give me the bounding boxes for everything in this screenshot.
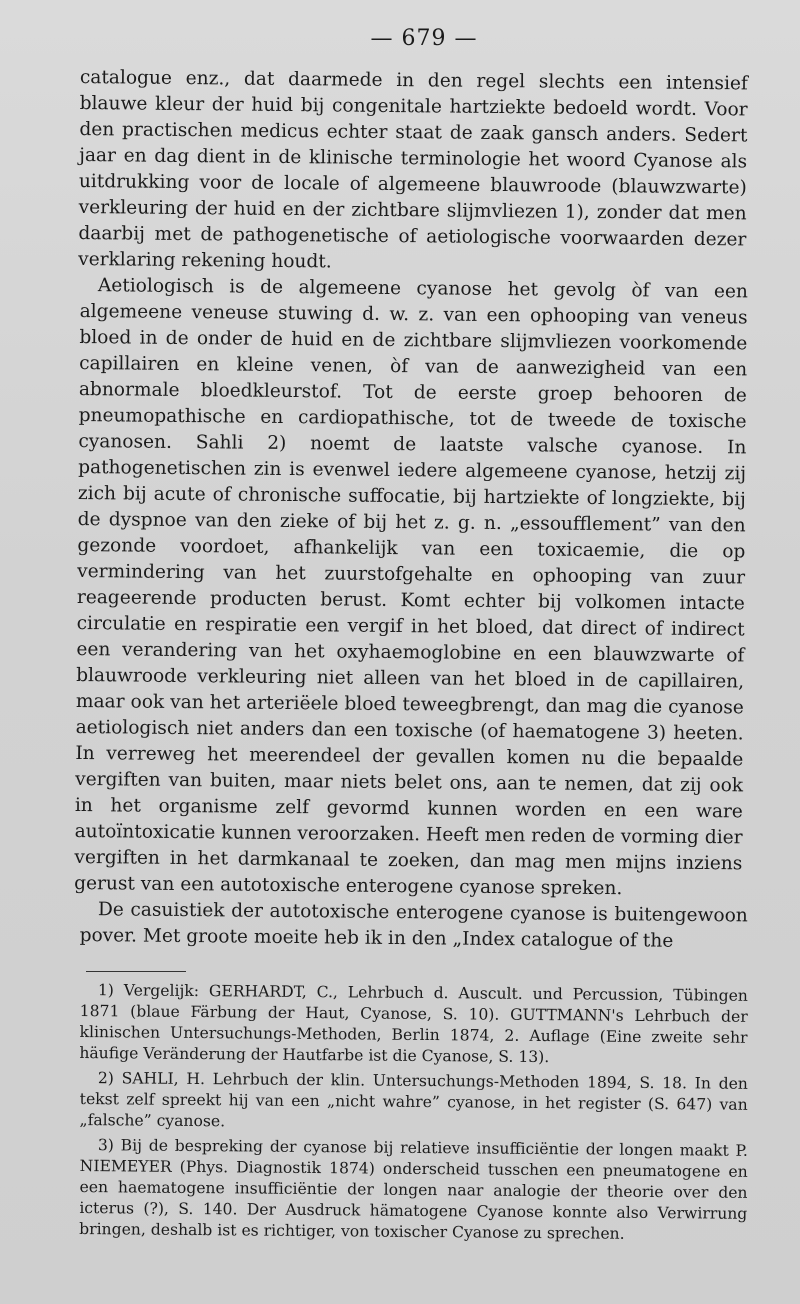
footnote-divider: [86, 971, 186, 972]
footnotes: [79, 980, 748, 1243]
paragraph: Aetiologisch is de algemeene cyanose het gevolg òf van een algemeene veneuse stuwing d. w. z. van een ophooping van veneus bloed in de onder de huid en de zichtbare slijmvliezen voorkomende capillairen en kleine venen, òf van de aanwezigheid van een abnormale bloedkleurstof. Tot de eerste groep behooren de pneumopathische en cardiopathische, tot de tweede de toxische cyanosen. Sahli 2) noemt de laatste valsche cyanose. In pathogenetischen zin is evenwel iedere algemeene cyanose, hetzij zij zich bij acute of chronische suffocatie, bij hartziekte of longziekte, bij de dyspnoe van den zieke of bij het z. g. n. „essoufflement” van den gezonde voordoet, afhankelijk van een toxicaemie, die op vermindering van het zuurstofgehalte en ophooping van zuur reageerende producten berust. Komt echter bij volkomen intacte circulatie en respiratie een vergif in het bloed, dat direct of indirect een verandering van het oxyhaemoglobine en een blauwzwarte of blauwroode verkleuring niet alleen van het bloed in de capillairen, maar ook van het arteriëele bloed teweegbrengt, dan mag die cyanose aetiologisch niet anders dan een toxische (of haematogene 3) heeten. In verreweg het meerendeel der gevallen komen nu die bepaalde vergiften van buiten, maar niets belet ons, aan te nemen, dat zij ook in het organisme zelf gevormd kunnen worden en een ware autoïntoxicatie kunnen veroorzaken. Heeft men reden de vorming dier vergiften in het darmkanaal te zoeken, dan mag men mijns inziens gerust van een autotoxische enterogene cyanose spreken.: [74, 275, 748, 900]
footnote: 3) Bij de bespreking der cyanose bij relatieve insufficiëntie der longen maakt P. NIEMEYER (Phys. Diagnostik 1874) onderscheid tusschen een pneumatogene en een haematogene insufficiëntie der longen naar analogie der theorie over den icterus (?), S. 140. Der Ausdruck hämatogene Cyanose konnte also Verwirrung bringen, deshalb ist es richtiger, von toxischer Cyanose zu sprechen.: [79, 1136, 748, 1243]
page-number: — 679 —: [370, 26, 478, 51]
footnote: 2) SAHLI, H. Lehrbuch der klin. Untersuchungs-Methoden 1894, S. 18. In den tekst zelf spreekt hij van een „nicht wahre” cyanose, in het register (S. 647) van „falsche” cyanose.: [79, 1069, 748, 1131]
body-text: [74, 65, 748, 952]
footnote: 1) Vergelijk: GERHARDT, C., Lehrbuch d. Auscult. und Percussion, Tübingen 1871 (blaue Färbung der Haut, Cyanose, S. 10). GUTTMANN's Lehrbuch der klinischen Untersuchungs-Methoden, Berlin 1874, 2. Auflage (Eine zweite sehr häufige Veränderung der Hautfarbe ist die Cyanose, S. 13).: [79, 981, 748, 1067]
paragraph: catalogue enz., dat daarmede in den regel slechts een intensief blauwe kleur der huid bij congenitale hartziekte bedoeld wordt. Voor den practischen medicus echter staat de zaak gansch anders. Sedert jaar en dag dient in de klinische terminologie het woord Cyanose als uitdrukking voor de locale of algemeene blauwroode (blauwzwarte) verkleuring der huid en der zichtbare slijmvliezen 1), zonder dat men daarbij met de pathogenetische of aetiologische voorwaarden dezer verklaring rekening houdt.: [78, 66, 748, 273]
paragraph: De casuistiek der autotoxische enterogene cyanose is buitengewoon pover. Met groote moeite heb ik in den „Index catalogue of the: [79, 899, 748, 952]
